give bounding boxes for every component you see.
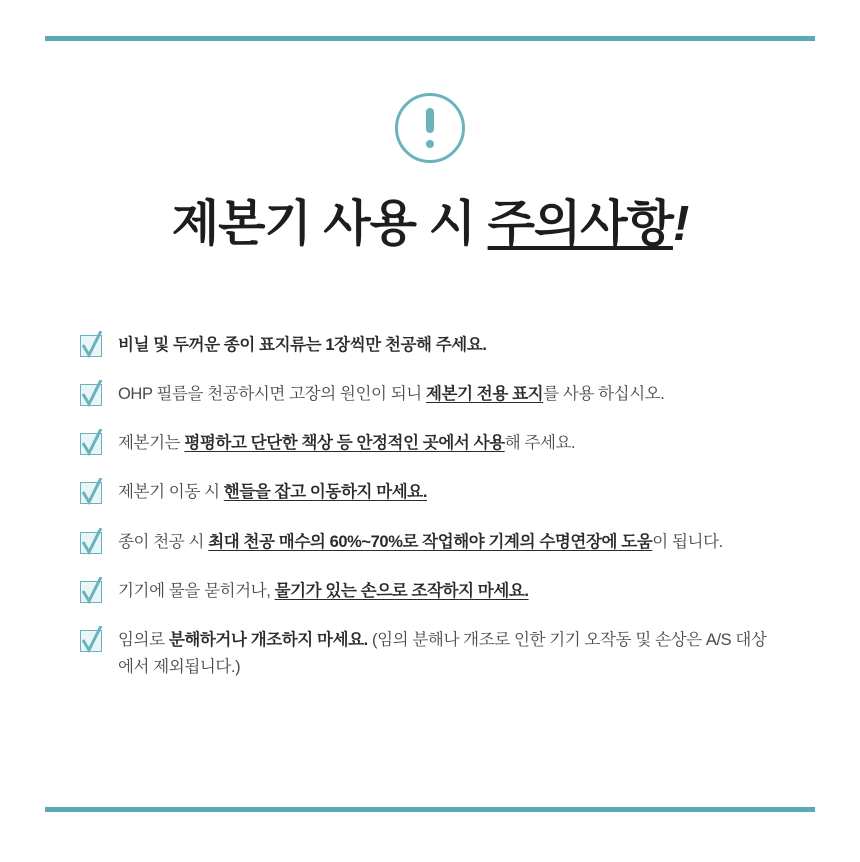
list-item-text-part: 를 사용 하십시오. bbox=[543, 385, 665, 404]
exclamation-mark bbox=[426, 108, 434, 148]
list-item-text-part: 종이 천공 시 bbox=[118, 532, 209, 551]
exclamation-circle-icon bbox=[395, 93, 465, 163]
checkmark-icon bbox=[80, 532, 102, 554]
list-item-text-part: 이 됩니다. bbox=[652, 532, 723, 551]
list-item-text-part: 분해하거나 개조하지 마세요. bbox=[168, 631, 368, 650]
checkmark-icon bbox=[80, 482, 102, 504]
page-title-plain: 제본기 사용 시 bbox=[171, 197, 488, 251]
list-item-text-part: (임의 분해나 개조로 인한 기기 오작동 및 손상은 A/S 대상에서 제외됩니다.) bbox=[118, 631, 767, 677]
top-divider bbox=[45, 36, 815, 41]
checkmark-icon bbox=[80, 335, 102, 357]
list-item-text-part: 제본기 전용 표지 bbox=[426, 385, 544, 404]
list-item-text-part: 제본기 이동 시 bbox=[118, 483, 224, 502]
list-item bbox=[80, 578, 780, 605]
list-item-text-part: 해 주세요. bbox=[504, 434, 576, 453]
checkmark-icon bbox=[80, 384, 102, 406]
list-item-text-part: 최대 천공 매수의 60%~70%로 작업해야 기계의 수명연장에 도움 bbox=[208, 532, 653, 551]
list-item-text bbox=[118, 578, 529, 605]
list-item-text-part: 핸들을 잡고 이동하지 마세요. bbox=[223, 483, 428, 502]
list-item-text-part: OHP 필름을 천공하시면 고장의 원인이 되니 bbox=[118, 385, 426, 404]
list-item-text-part: 평평하고 단단한 책상 등 안정적인 곳에서 사용 bbox=[184, 434, 505, 453]
list-item-text bbox=[118, 430, 575, 457]
page-title-exclamation: ! bbox=[672, 197, 689, 251]
page-title-underlined: 주의사항 bbox=[487, 197, 673, 251]
list-item-text bbox=[118, 529, 723, 556]
page-title bbox=[172, 185, 689, 255]
list-item-text bbox=[118, 381, 664, 408]
bottom-divider bbox=[45, 807, 815, 812]
list-item bbox=[80, 430, 780, 457]
list-item bbox=[80, 332, 780, 359]
list-item-text bbox=[118, 479, 427, 506]
checkmark-icon bbox=[80, 581, 102, 603]
list-item bbox=[80, 529, 780, 556]
checkmark-icon bbox=[80, 433, 102, 455]
list-item bbox=[80, 627, 780, 681]
list-item-text-part: 기기에 물을 묻히거나, bbox=[118, 581, 275, 600]
list-item bbox=[80, 479, 780, 506]
list-item-text-part: 물기가 있는 손으로 조작하지 마세요. bbox=[274, 581, 529, 600]
list-item bbox=[80, 381, 780, 408]
checkmark-icon bbox=[80, 630, 102, 652]
list-item-text-part: 임의로 bbox=[118, 631, 169, 650]
list-item-text bbox=[118, 627, 780, 681]
list-item-text-part: 비닐 및 두꺼운 종이 표지류는 1장씩만 천공해 주세요. bbox=[118, 335, 487, 354]
list-item-text bbox=[118, 332, 487, 359]
notice-list bbox=[80, 332, 780, 704]
list-item-text-part: 제본기는 bbox=[118, 434, 185, 453]
